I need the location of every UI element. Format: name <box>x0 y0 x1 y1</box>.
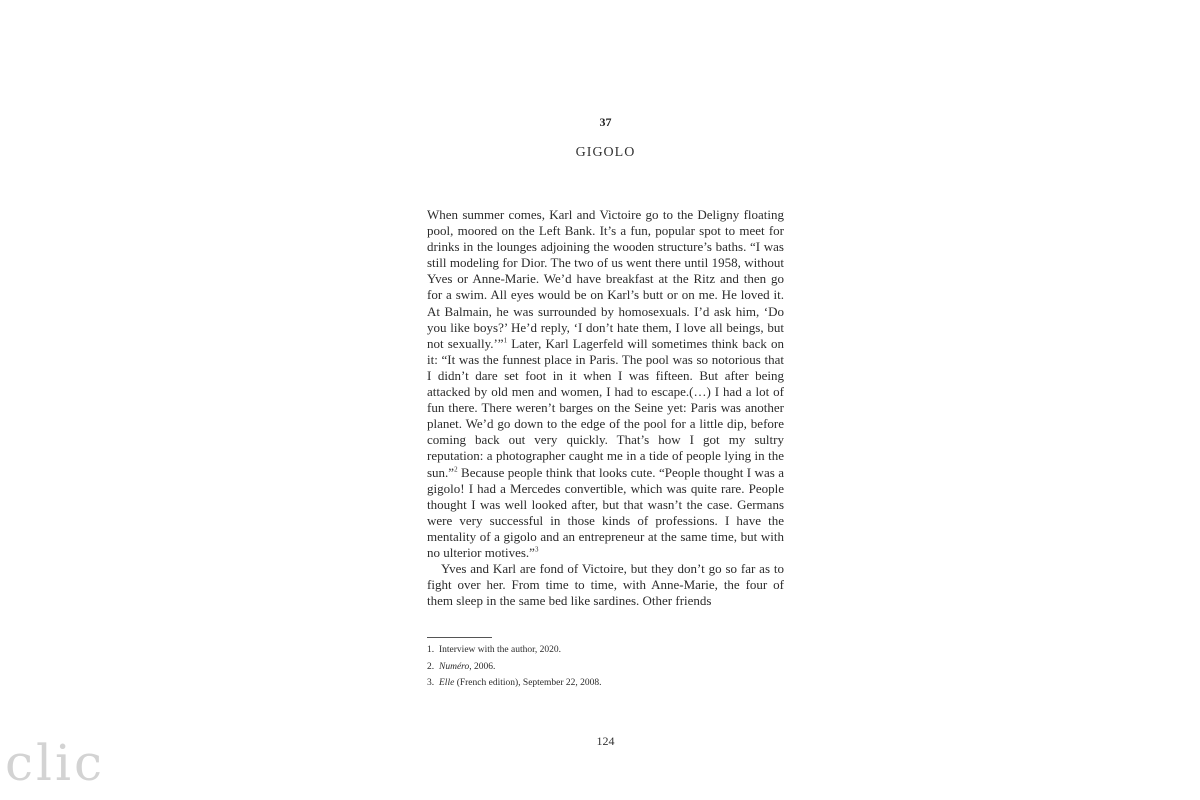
footnote-reference[interactable]: 1 <box>503 336 508 345</box>
chapter-title: GIGOLO <box>575 145 636 160</box>
footnote <box>427 675 784 692</box>
footnote <box>427 642 784 659</box>
paragraph <box>427 561 784 609</box>
page-number: 124 <box>596 734 615 748</box>
chapter-number: 37 <box>599 115 612 129</box>
footnote-title: Numéro <box>439 661 470 672</box>
book-page <box>427 110 784 760</box>
footnote-number: 1. <box>427 645 435 655</box>
footnotes <box>427 642 784 692</box>
body-text <box>427 207 784 609</box>
footnote-text: , 2006. <box>469 661 496 672</box>
footnote-number: 3. <box>427 678 435 688</box>
footnote-divider <box>427 637 492 638</box>
footnote-reference[interactable]: 3 <box>534 545 539 554</box>
footnote <box>427 659 784 676</box>
footnote-reference[interactable]: 2 <box>454 465 458 474</box>
paragraph-text: Because people think that looks cute. “People thought I was a gigolo! I had a Mercedes convertible, which was quite rare. People thought I was well looked after, but that wasn’t the case. Germans were very successful in those kinds of professions. I have the mentality of a gigolo and an entrepreneur at the same time, but with no ulterior motives.” <box>427 464 784 560</box>
watermark-logo: clic <box>5 734 105 792</box>
footnote-text: Interview with the author, 2020. <box>439 645 562 655</box>
paragraph <box>427 207 784 561</box>
footnote-text: (French edition), September 22, 2008. <box>454 678 602 688</box>
paragraph-text: Yves and Karl are fond of Victoire, but they don’t go so far as to fight over her. From time to time, with Anne-Marie, the four of them sleep in the same bed like sardines. Other friends <box>427 561 784 609</box>
footnote-title: Elle <box>439 678 455 688</box>
footnote-number: 2. <box>427 661 435 672</box>
paragraph-text: When summer comes, Karl and Victoire go to the Deligny floating pool, moored on the Left Bank. It’s a fun, popular spot to meet for drinks in the lounges adjoining the wooden structure’s baths. “I was still modeling for Dior. The two of us went there until 1958, without Yves or Anne-Marie. We’d have breakfast at the Ritz and then go for a swim. All eyes would be on Karl’s butt or on me. He loved it. At Balmain, he was surrounded by homosexuals. I’d ask him, ‘Do you like boys?’ He’d reply, ‘I don’t hate them, I love all beings, but not sexually.’” <box>427 207 784 351</box>
paragraph-text: Later, Karl Lagerfeld will sometimes think back on it: “It was the funnest place in Paris. The pool was so notorious that I didn’t dare set foot in it when I was fifteen. But after being attacked by old men and women, I had to escape.(…) I had a lot of fun there. There weren’t barges on the Seine yet: Paris was another planet. We’d go down to the edge of the pool for a little dip, before coming back out very quickly. That’s how I got my sultry reputation: a photographer caught me in a tide of people lying in the sun.” <box>427 335 784 480</box>
